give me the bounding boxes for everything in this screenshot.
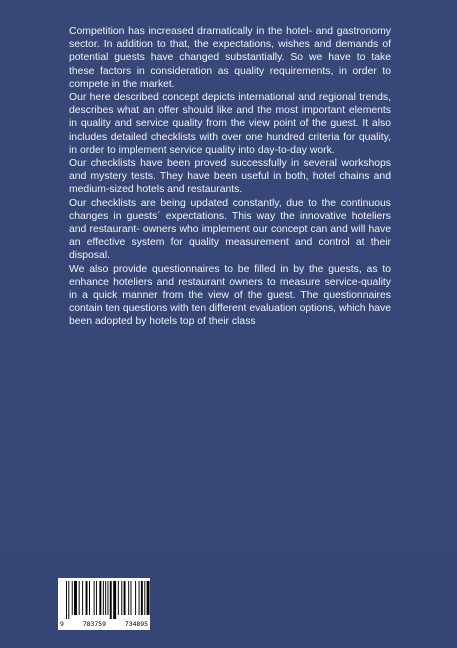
paragraph-competition: Competition has increased dramatically in the hotel- and gastronomy sector. In addition to that, the expectations, wishes and demands of potential guests have changed substantially. So we have to take these factors in consideration as quality requirements, in order to compete in the market. bbox=[69, 26, 391, 90]
barcode-bar bbox=[128, 581, 129, 615]
barcode-bar bbox=[79, 581, 80, 615]
barcode-bar bbox=[74, 581, 77, 615]
barcode-bar bbox=[139, 581, 140, 615]
barcode-bar bbox=[107, 581, 108, 615]
barcode-bar bbox=[135, 581, 136, 615]
barcode-bar bbox=[141, 581, 143, 615]
paragraph-checklists-proved: Our checklists have been proved successfully in several workshops and mystery tests. They have been useful in both, hotel chains and medium-sized hotels and restaurants. bbox=[69, 158, 391, 196]
barcode-bars bbox=[58, 578, 150, 622]
paragraph-checklists-updated: Our checklists are being updated constantly, due to the continuous changes in guests´ expectations. This way the innovative hoteliers and restaurant- owners who implement our concept can and will have an effective system for quality measurement and control at their disposal. bbox=[69, 197, 391, 262]
isbn-barcode bbox=[58, 578, 150, 630]
barcode-bar bbox=[118, 581, 119, 615]
barcode-lead-digit: 9 bbox=[60, 620, 64, 628]
barcode-bar bbox=[86, 581, 88, 615]
paragraph-concept: Our here described concept depicts international and regional trends, describes what an offer should like and the most important elements in quality and service quality from the view point of the guest. It also includes detailed checklists with over one hundred criteria for quality, in order to implement service quality into day-to-day work. bbox=[69, 92, 391, 156]
barcode-bar bbox=[110, 581, 112, 619]
barcode-left-digits: 783759 bbox=[82, 620, 106, 628]
barcode-bar bbox=[94, 581, 95, 615]
barcode-bar bbox=[89, 581, 90, 615]
barcode-bar bbox=[103, 581, 104, 615]
blurb-text bbox=[69, 25, 391, 329]
barcode-bar bbox=[68, 581, 69, 619]
barcode-bar bbox=[105, 581, 106, 615]
barcode-bar bbox=[131, 581, 132, 615]
barcode-bar bbox=[147, 581, 150, 615]
barcode-right-digits: 734895 bbox=[124, 620, 148, 628]
barcode-bar bbox=[113, 581, 116, 619]
paragraph-questionnaires: We also provide questionnaires to be filled in by the guests, as to enhance hoteliers and restaurant owners to measure service-quality in a quick manner from the view of the guest. The questionnaires contain ten questions with ten different evaluation options, which have been adopted by hotels top of their class bbox=[69, 263, 391, 328]
barcode-bar bbox=[82, 581, 83, 615]
barcode-bar bbox=[72, 581, 73, 615]
barcode-bar bbox=[124, 581, 126, 615]
barcode-bar bbox=[66, 581, 67, 619]
barcode-bar bbox=[96, 581, 97, 615]
barcode-bar bbox=[99, 581, 101, 615]
barcode-bar bbox=[121, 581, 122, 615]
barcode-number bbox=[60, 621, 148, 628]
barcode-bar bbox=[144, 581, 145, 615]
